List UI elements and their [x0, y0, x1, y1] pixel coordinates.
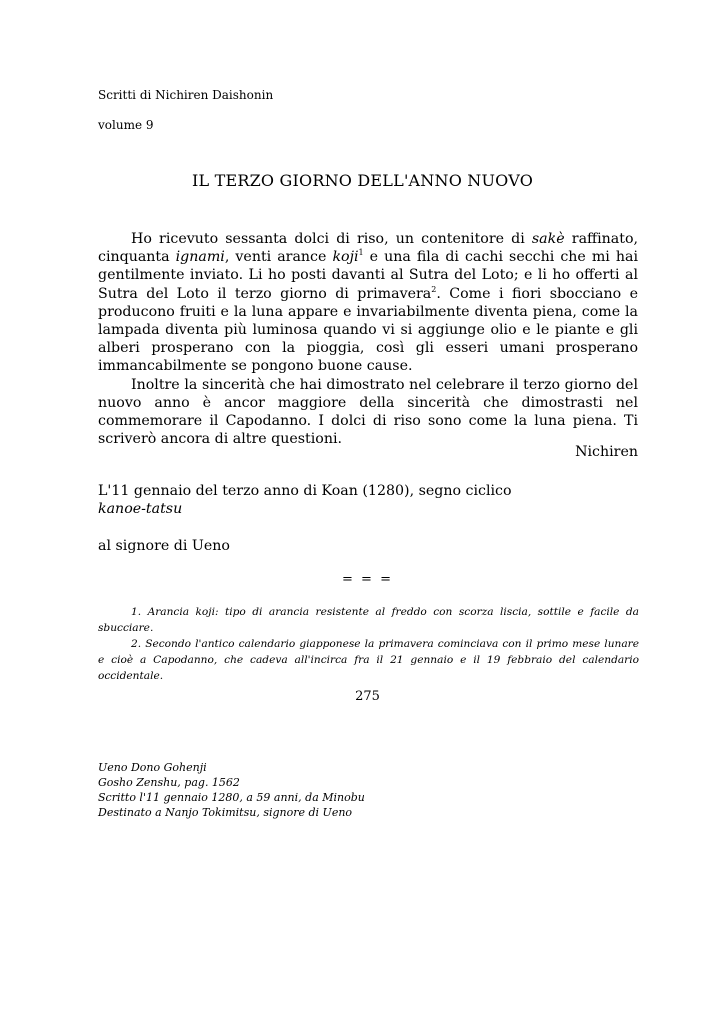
footnote-ref-2: 2	[431, 284, 437, 294]
source-reference: Gosho Zenshu, pag. 1562	[98, 776, 240, 789]
paragraph-1-text-a: Ho ricevuto sessanta dolci di riso, un contenitore di	[131, 231, 532, 247]
recipient: al signore di Ueno	[98, 538, 230, 554]
term-sake: sakè	[531, 231, 565, 247]
footnote-ref-1: 1	[358, 248, 364, 258]
addressee: Destinato a Nanjo Tokimitsu, signore di Ueno	[98, 806, 353, 819]
footnote-1: 1. Arancia koji: tipo di arancia resistente al freddo con scorza liscia, sottile e facile da sbucciare.	[98, 606, 639, 634]
original-title: Ueno Dono Gohenji	[98, 761, 207, 774]
term-ignami: ignami	[175, 249, 225, 266]
section-separator: = = =	[342, 572, 393, 587]
cyclic-sign	[98, 500, 182, 518]
paragraph-1	[98, 230, 638, 376]
page-number: 275	[355, 689, 380, 704]
signature: Nichiren	[575, 444, 638, 460]
paragraph-2: Inoltre la sincerità che hai dimostrato nel celebrare il terzo giorno del nuovo anno è ancor maggiore della sincerità che dimostrasti nel commemorare il Capodanno. I dolci di riso sono come la luna piena. Ti scriverò ancora di altre questioni.	[98, 376, 638, 448]
letter-body	[98, 230, 638, 448]
footnote-2: 2. Secondo l'antico calendario giapponese la primavera cominciava con il primo mese lunare e cioè a Capodanno, che cadeva all'incirca fra il 21 gennaio e il 19 febbraio del calendario occidentale.	[98, 638, 639, 682]
paragraph-1-text-b: raffinato, cinquanta	[98, 231, 638, 266]
written-date: Scritto l'11 gennaio 1280, a 59 anni, da Minobu	[98, 791, 365, 804]
term-koji: koji	[332, 249, 359, 266]
cyclic-sign-text: kanoe-tatsu	[98, 501, 183, 517]
volume-label: volume 9	[98, 118, 154, 132]
series-header: Scritti di Nichiren Daishonin	[98, 88, 274, 102]
paragraph-1-text-d: e una fila di cachi secchi che mi hai gentilmente inviato. Li ho posti davanti al Sutra del Loto; e li ho offerti al Sutra del Loto il terzo giorno di primavera	[98, 249, 638, 302]
paragraph-1-text-c: , venti arance	[224, 249, 333, 266]
page-title: IL TERZO GIORNO DELL'ANNO NUOVO	[191, 171, 534, 190]
footnotes	[98, 604, 639, 684]
date-line: L'11 gennaio del terzo anno di Koan (1280), segno ciclico	[98, 483, 512, 499]
source-metadata	[98, 760, 365, 820]
paragraph-1-text-e: . Come i fiori sbocciano e producono fruiti e la luna appare e invariabilmente diventa piena, come la lampada diventa più luminosa quando vi si aggiunge olio e le piante e gli alberi prosperano con la pioggia, così gli esseri umani prosperano immancabilmente se pongono buone cause.	[98, 285, 638, 375]
